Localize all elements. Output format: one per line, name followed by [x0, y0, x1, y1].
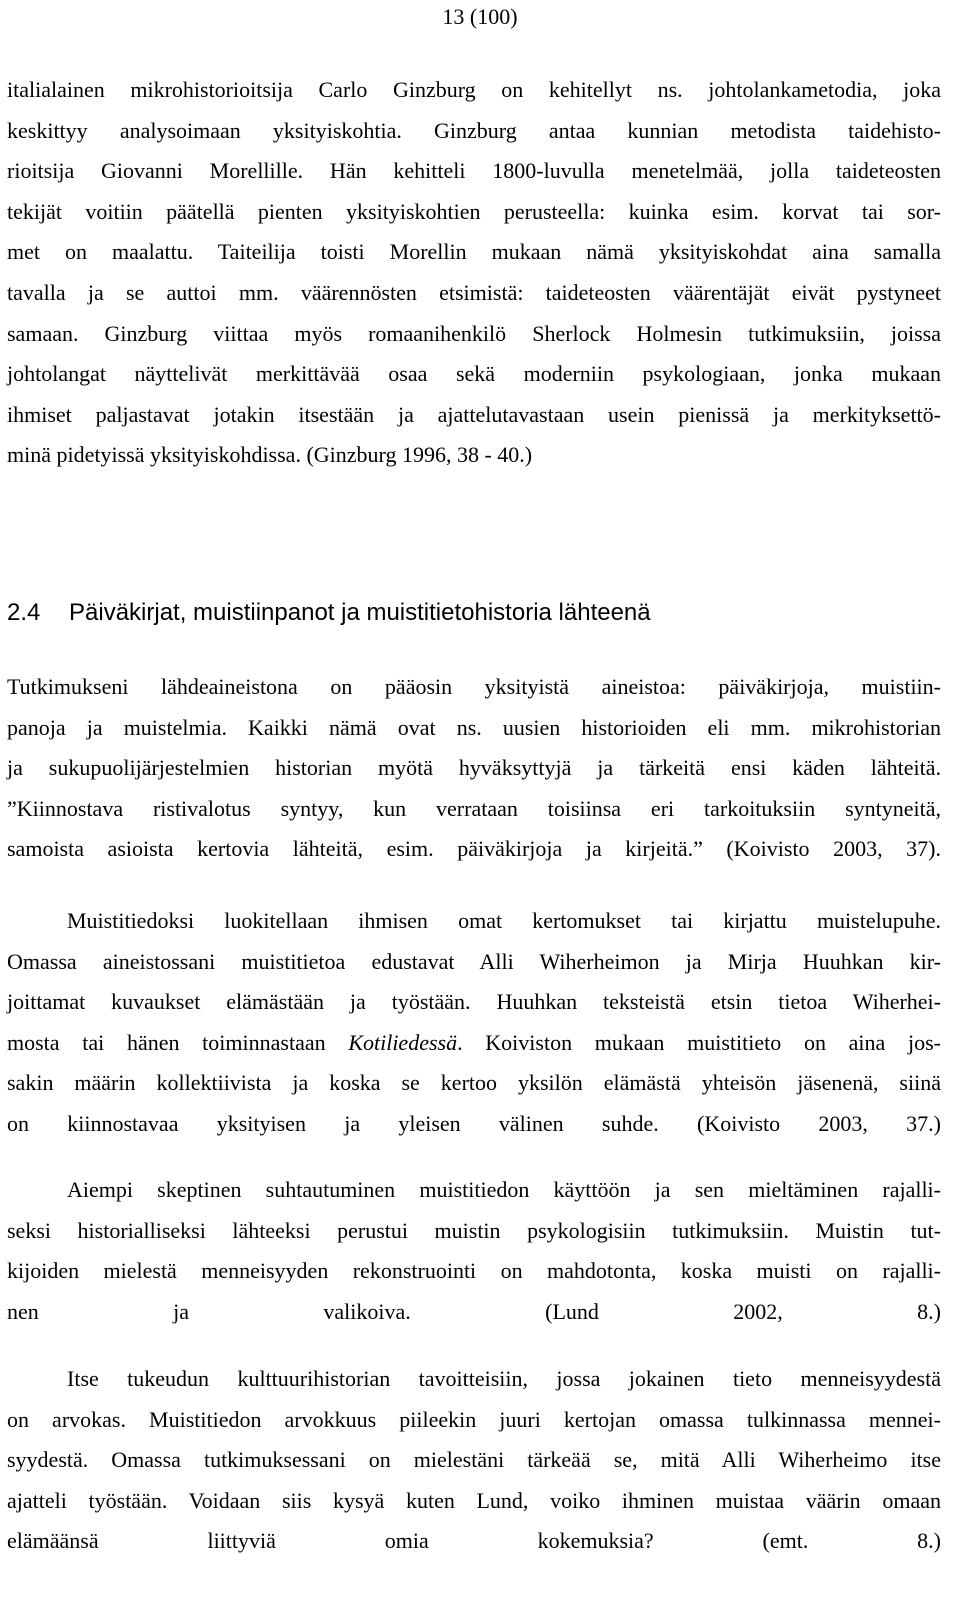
- text-line: tavalla ja se auttoi mm. väärennösten etsimistä: taideteosten väärentäjät eivät pystyneet: [7, 279, 941, 305]
- text-line: Omassa aineistossani muistitietoa edustavat Alli Wiherheimon ja Mirja Huuhkan kir-: [7, 948, 941, 974]
- paragraph-3: [7, 1170, 941, 1332]
- text-line: kijoiden mielestä menneisyyden rekonstruointi on mahdotonta, koska muisti on rajalli-: [7, 1258, 941, 1284]
- text-run: . Koiviston mukaan muistitieto on aina jos-: [457, 1029, 941, 1055]
- text-line: samoista asioista kertovia lähteitä, esim. päiväkirjoja ja kirjeitä.” (Koivisto 2003, 37).: [7, 836, 941, 862]
- text-line: ajatteli työstään. Voidaan siis kysyä kuten Lund, voiko ihminen muistaa väärin omaan: [7, 1487, 941, 1513]
- text-line: tekijät voitiin päätellä pienten yksityiskohtien perusteella: kuinka esim. korvat tai sor-: [7, 198, 941, 224]
- intro-paragraph: [7, 70, 941, 476]
- text-line: panoja ja muistelmia. Kaikki nämä ovat ns. uusien historioiden eli mm. mikrohistorian: [7, 714, 941, 740]
- text-line: keskittyy analysoimaan yksityiskohtia. Ginzburg antaa kunnian metodista taidehisto-: [7, 117, 941, 143]
- text-line: rioitsija Giovanni Morellille. Hän kehitteli 1800-luvulla menetelmää, jolla taideteosten: [7, 158, 941, 184]
- text-line: on arvokas. Muistitiedon arvokkuus piileekin juuri kertojan omassa tulkinnassa mennei-: [7, 1406, 941, 1432]
- text-line: joittamat kuvaukset elämästään ja työstään. Huuhkan teksteistä etsin tietoa Wiherhei-: [7, 989, 941, 1015]
- text-line: syydestä. Omassa tutkimuksessani on mielestäni tärkeää se, mitä Alli Wiherheimo itse: [7, 1447, 941, 1473]
- paragraph-1: [7, 667, 941, 870]
- text-line: Aiempi skeptinen suhtautuminen muistitiedon käyttöön ja sen mieltäminen rajalli-: [67, 1177, 941, 1202]
- text-line-with-italic: [7, 1023, 941, 1064]
- text-line: Itse tukeudun kulttuurihistorian tavoitteisiin, jossa jokainen tieto menneisyydestä: [67, 1366, 941, 1391]
- text-run: mosta tai hänen toiminnastaan: [7, 1029, 349, 1055]
- text-line: on kiinnostavaa yksityisen ja yleisen välinen suhde. (Koivisto 2003, 37.): [7, 1110, 941, 1136]
- paragraph-4: [7, 1359, 941, 1562]
- text-line: nen ja valikoiva. (Lund 2002, 8.): [7, 1298, 941, 1324]
- text-line: met on maalattu. Taiteilija toisti Morellin mukaan nämä yksityiskohdat aina samalla: [7, 239, 941, 265]
- section-title: Päiväkirjat, muistiinpanot ja muistitietohistoria lähteenä: [69, 599, 651, 626]
- text-line: sakin määrin kollektiivista ja koska se kertoo yksilön elämästä yhteisön jäsenenä, siinä: [7, 1070, 941, 1096]
- paragraph-2: [7, 901, 941, 1145]
- text-line: minä pidetyissä yksityiskohdissa. (Ginzburg 1996, 38 - 40.): [7, 442, 533, 468]
- text-line: ihmiset paljastavat jotakin itsestään ja ajattelutavastaan usein pienissä ja merkityksettö-: [7, 401, 941, 427]
- section-number: 2.4: [7, 599, 41, 626]
- text-line: Muistitiedoksi luokitellaan ihmisen omat kertomukset tai kirjattu muistelupuhe.: [67, 908, 941, 933]
- text-line: johtolangat näyttelivät merkittävää osaa sekä moderniin psykologiaan, jonka mukaan: [7, 361, 941, 387]
- text-line: ja sukupuolijärjestelmien historian myötä hyväksyttyjä ja tärkeitä ensi käden lähteitä.: [7, 755, 941, 781]
- text-line: italialainen mikrohistorioitsija Carlo Ginzburg on kehitellyt ns. johtolankametodia, joka: [7, 77, 941, 102]
- text-line: Tutkimukseni lähdeaineistona on pääosin yksityistä aineistoa: päiväkirjoja, muistiin-: [7, 674, 941, 699]
- text-line: samaan. Ginzburg viittaa myös romaanihenkilö Sherlock Holmesin tutkimuksiin, joissa: [7, 320, 941, 346]
- text-line: elämäänsä liittyviä omia kokemuksia? (emt. 8.): [7, 1528, 941, 1554]
- text-line: seksi historialliseksi lähteeksi perustui muistin psykologisiin tutkimuksiin. Muistin tut-: [7, 1217, 941, 1243]
- page-number: 13 (100): [442, 4, 518, 29]
- italic-publication-title: Kotiliedessä: [348, 1029, 458, 1055]
- section-heading: [7, 596, 941, 630]
- text-line: ”Kiinnostava ristivalotus syntyy, kun verrataan toisiinsa eri tarkoituksiin syntyneitä,: [7, 795, 941, 821]
